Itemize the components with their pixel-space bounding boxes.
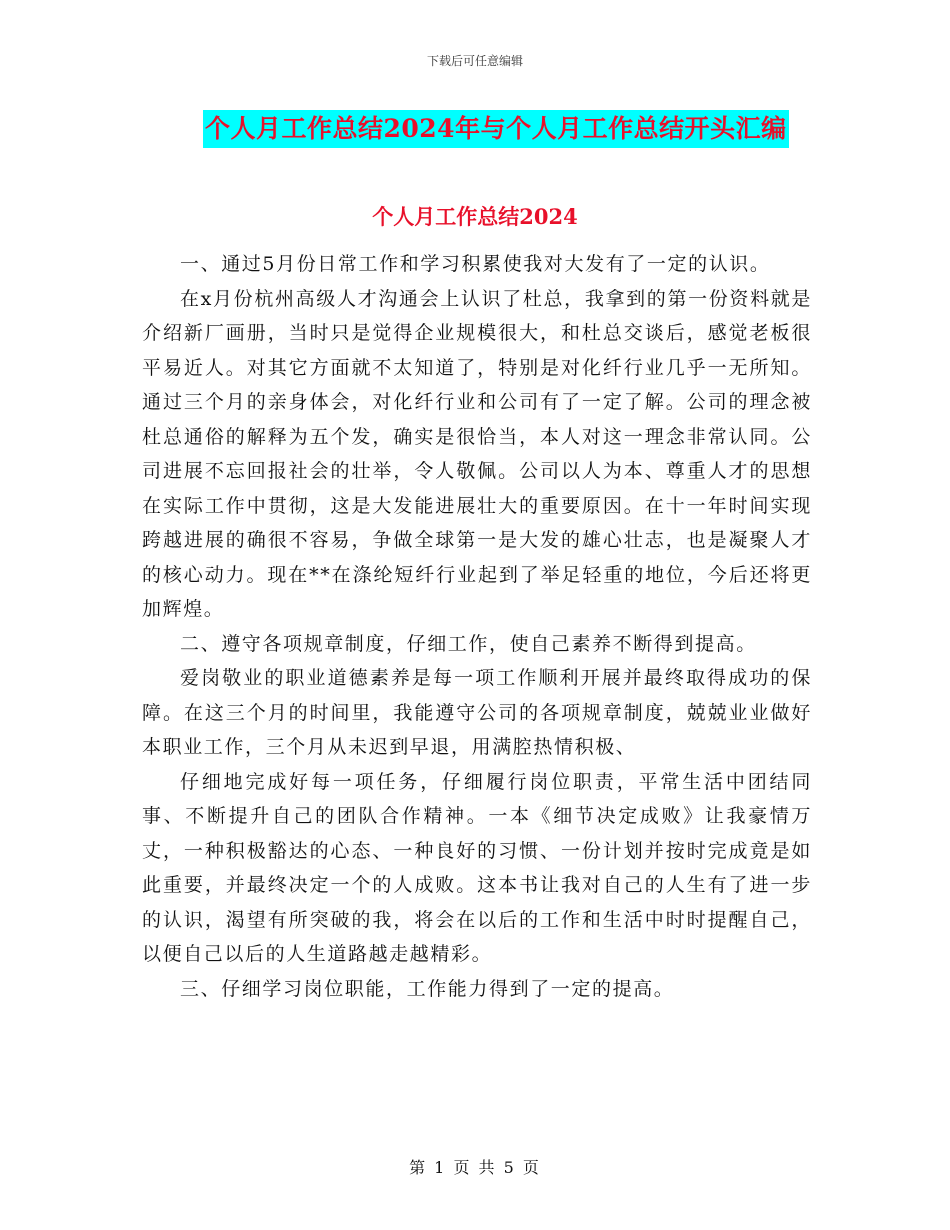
document-body	[142, 247, 812, 1006]
paragraph: 在x月份杭州高级人才沟通会上认识了杜总，我拿到的第一份资料就是介绍新厂画册，当时只是觉得企业规模很大，和杜总交谈后，感觉老板很平易近人。对其它方面就不太知道了，特别是对化纤行业几乎一无所知。通过三个月的亲身体会，对化纤行业和公司有了一定了解。公司的理念被杜总通俗的解释为五个发，确实是很恰当，本人对这一理念非常认同。公司进展不忘回报社会的壮举，令人敬佩。公司以人为本、尊重人才的思想在实际工作中贯彻，这是大发能进展壮大的重要原因。在十一年时间实现跨越进展的确很不容易，争做全球第一是大发的雄心壮志，也是凝聚人才的核心动力。现在**在涤纶短纤行业起到了举足轻重的地位，今后还将更加辉煌。	[142, 287, 812, 620]
paragraph: 仔细地完成好每一项任务，仔细履行岗位职责，平常生活中团结同事、不断提升自己的团队合作精神。一本《细节决定成败》让我豪情万丈，一种积极豁达的心态、一种良好的习惯、一份计划并按时完成竟是如此重要，并最终决定一个的人成败。这本书让我对自己的人生有了进一步的认识，渴望有所突破的我，将会在以后的工作和生活中时时提醒自己，以便自己以后的人生道路越走越精彩。	[142, 770, 812, 965]
page-number: 第 1 页 共 5 页	[409, 1158, 541, 1177]
paragraph: 二、遵守各项规章制度，仔细工作，使自己素养不断得到提高。	[180, 632, 757, 655]
document-title: 个人月工作总结2024年与个人月工作总结开头汇编	[203, 110, 789, 148]
paragraph: 爱岗敬业的职业道德素养是每一项工作顺利开展并最终取得成功的保障。在这三个月的时间里，我能遵守公司的各项规章制度，兢兢业业做好本职业工作，三个月从未迟到早退，用满腔热情积极、	[142, 667, 812, 758]
paragraph: 三、仔细学习岗位职能，工作能力得到了一定的提高。	[180, 977, 675, 1000]
paragraph: 一、通过5月份日常工作和学习积累使我对大发有了一定的认识。	[180, 253, 771, 275]
header-note: 下载后可任意编辑	[426, 54, 523, 68]
section-title: 个人月工作总结2024	[372, 204, 578, 229]
